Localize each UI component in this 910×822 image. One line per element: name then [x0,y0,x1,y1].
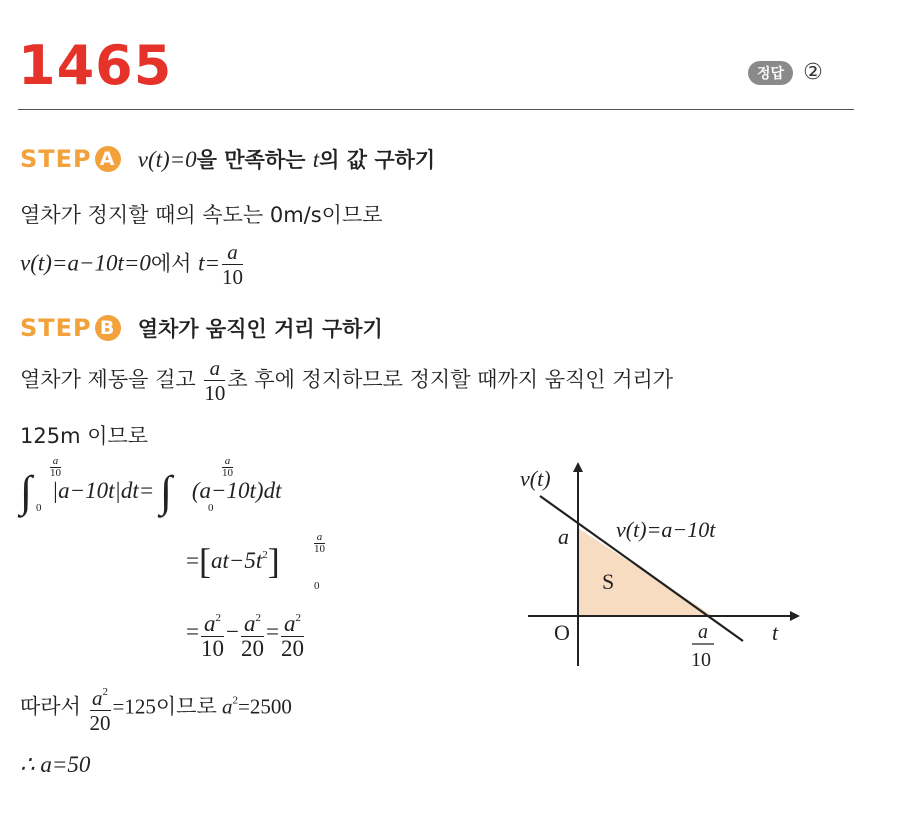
step-a-badge-icon: A [95,146,121,172]
answer-value: ② [803,60,823,85]
y-intercept-label: a [558,524,569,549]
antiderivative-line: $=[at-5t^2]$ a 10 0 [186,531,325,592]
step-b-title: 열차가 움직인 거리 구하기 [137,317,383,341]
seconds-fraction: $\frac{a}{10}$ [204,356,226,405]
y-axis-arrow-icon [573,462,583,472]
step-b-line1: 열차가 제동을 걸고 $\frac{a}{10}$ 초 후에 정지하므로 정지할 때까지 움직인 거리가 [20,356,674,405]
origin-label: O [554,620,570,645]
step-a-title: v(t)=0을 만족하는 t의 값 구하기 [137,147,436,172]
conclusion-line: 따라서 $\frac{a^2}{20}$ =125이므로 $a^2=2500$ [20,680,292,735]
x-axis-arrow-icon [790,611,800,621]
upper-limit-2: a 10 [222,455,233,479]
step-b-label: STEP B [20,314,121,342]
step-a-heading [20,144,435,174]
lower-limit-1: 0 [36,502,42,514]
step-b-heading [20,313,383,343]
lower-limit-2: 0 [208,502,214,514]
y-axis-label: v(t) [520,466,551,491]
bracket-lower-limit: 0 [314,580,320,592]
integral-equation: ∫ a 10 0 |a−10t|dt= ∫ a 10 0 (a−10t)dt [20,455,282,516]
integral-sign-2: ∫ [160,467,173,516]
bracket-upper-limit: a 10 [314,531,325,555]
header-divider [18,109,854,110]
final-answer: ∴ a=50 [20,752,91,777]
step-a-label: STEP A [20,145,121,173]
integral-sign-1: ∫ [20,467,33,516]
step-a-line2: v(t)=a−10t=0에서 t= $\frac{a}{10}$ [20,240,244,289]
x-axis-label: t [772,620,779,645]
step-a-line1: 열차가 정지할 때의 속도는 0m/s이므로 [20,203,383,227]
line-equation-label: v(t)=a−10t [616,517,716,542]
problem-number: 1465 [18,34,173,97]
fraction-result-line: = $\frac{a^2}{10}$ − $\frac{a^2}{20}$ = $\frac{a^2}{20}$ [186,606,306,661]
t-fraction: $\frac{a}{10}$ [222,240,244,289]
x-intercept-denominator: 10 [691,649,711,671]
step-b-line2: 125m 이므로 [20,424,149,448]
x-intercept-numerator: a [698,621,708,643]
answer-area [748,60,823,85]
answer-badge: 정답 [748,61,793,85]
upper-limit-1: a 10 [50,455,61,479]
velocity-graph [508,456,808,681]
area-label: S [602,569,615,594]
step-b-badge-icon: B [95,315,121,341]
